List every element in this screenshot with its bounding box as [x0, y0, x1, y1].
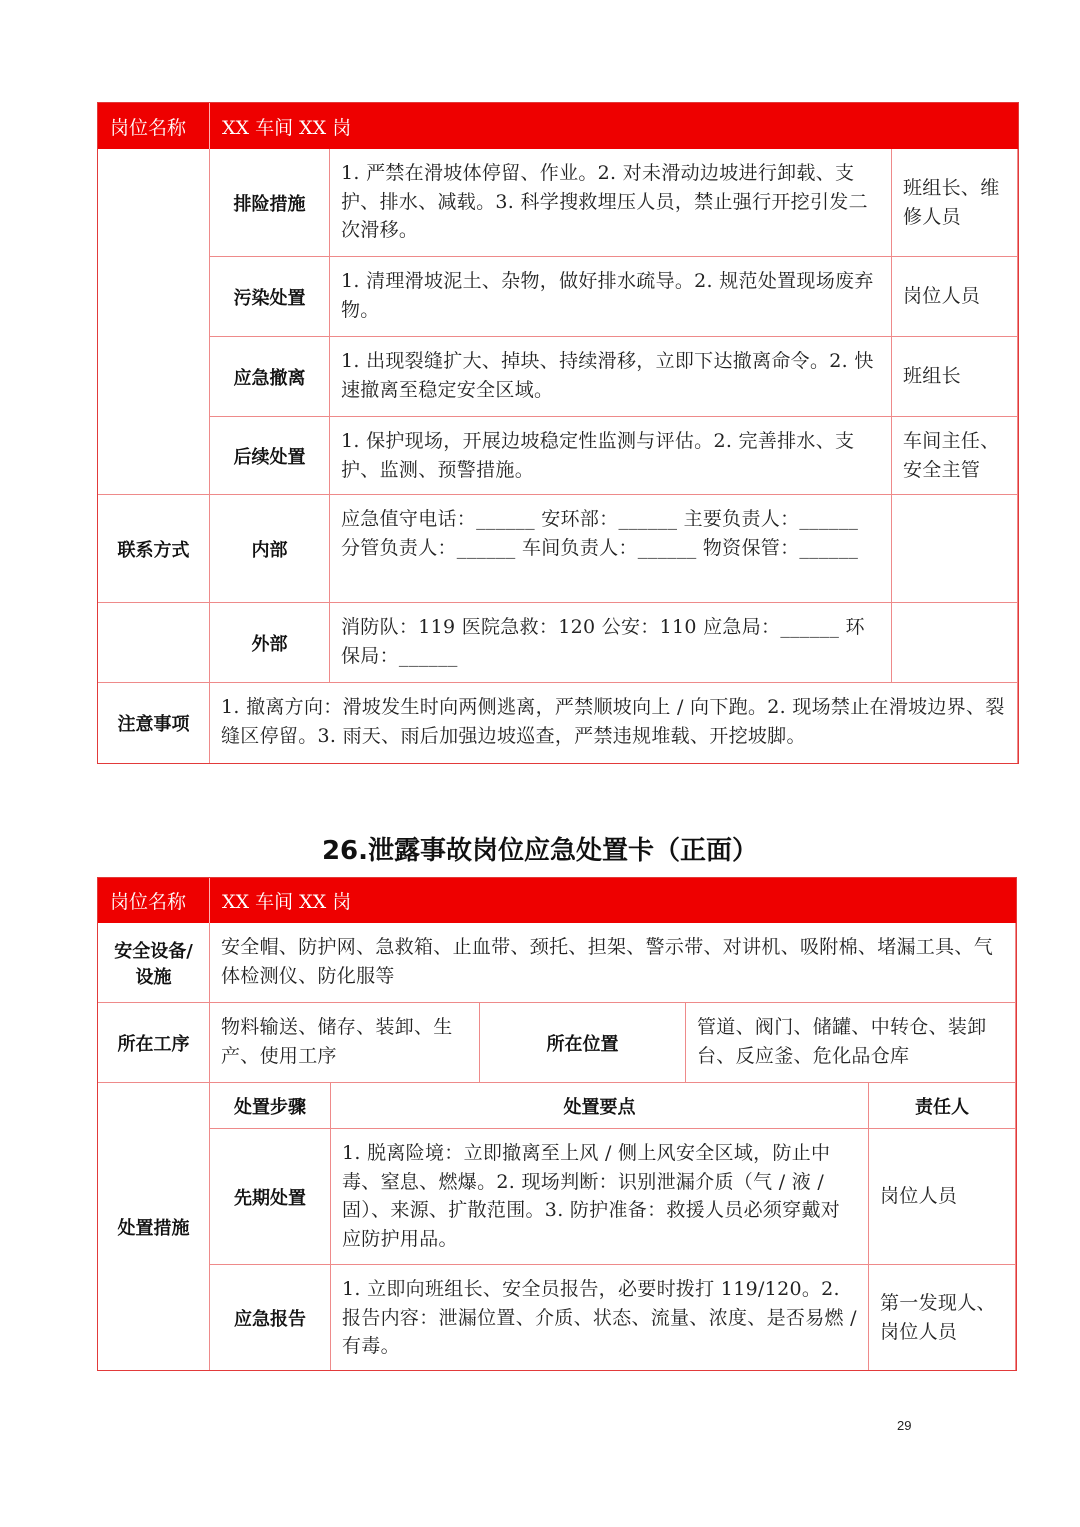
external-label: 外部 [210, 603, 330, 683]
column-header-person: 责任人 [869, 1083, 1016, 1129]
step-person: 班组长 [892, 337, 1018, 417]
step-label: 应急报告 [210, 1265, 331, 1370]
contact-label: 联系方式 [98, 495, 210, 603]
internal-label: 内部 [210, 495, 330, 603]
column-header-points: 处置要点 [331, 1083, 869, 1129]
step-person: 车间主任、安全主管 [892, 417, 1018, 495]
blank-cell [892, 603, 1018, 683]
blank-cell [892, 495, 1018, 603]
header-value: XX 车间 XX 岗 [210, 878, 1016, 923]
step-content: 1. 清理滑坡泥土、杂物，做好排水疏导。2. 规范处置现场废弃物。 [330, 257, 892, 337]
header-label: 岗位名称 [98, 878, 210, 923]
step-content: 1. 脱离险境：立即撤离至上风 / 侧上风安全区域，防止中毒、窒息、燃爆。2. 现场判断：识别泄漏介质（气 / 液 / 固）、来源、扩散范围。3. 防护准备：救援人员必须穿戴对应防护用品。 [331, 1129, 869, 1265]
external-contacts: 消防队：119 医院急救：120 公安：110 应急局：______ 环保局：______ [330, 603, 892, 683]
step-person: 第一发现人、岗位人员 [869, 1265, 1016, 1370]
step-content: 1. 严禁在滑坡体停留、作业。2. 对未滑动边坡进行卸载、支护、排水、减载。3. 科学搜救埋压人员，禁止强行开挖引发二次滑移。 [330, 149, 892, 257]
measures-label: 处置措施 [98, 1083, 210, 1370]
location-content: 管道、阀门、储罐、中转仓、装卸台、反应釜、危化品仓库 [686, 1003, 1016, 1083]
column-header-step: 处置步骤 [210, 1083, 331, 1129]
card-title: 26.泄露事故岗位应急处置卡（正面） [321, 836, 759, 866]
internal-contacts: 应急值守电话：______ 安环部：______ 主要负责人：______ 分管负责人：______ 车间负责人：______ 物资保管：______ [330, 495, 892, 603]
location-label: 所在位置 [480, 1003, 686, 1083]
process-content: 物料输送、储存、装卸、生产、使用工序 [210, 1003, 480, 1083]
header-value: XX 车间 XX 岗 [210, 103, 1018, 149]
step-label: 后续处置 [210, 417, 330, 495]
equipment-content: 安全帽、防护网、急救箱、止血带、颈托、担架、警示带、对讲机、吸附棉、堵漏工具、气体检测仪、防化服等 [210, 923, 1016, 1003]
notes-content: 1. 撤离方向：滑坡发生时向两侧逃离，严禁顺坡向上 / 向下跑。2. 现场禁止在滑坡边界、裂缝区停留。3. 雨天、雨后加强边坡巡查，严禁违规堆载、开挖坡脚。 [210, 683, 1018, 763]
step-person: 岗位人员 [892, 257, 1018, 337]
process-label: 所在工序 [98, 1003, 210, 1083]
card-leak [97, 877, 1017, 1371]
step-label: 排险措施 [210, 149, 330, 257]
step-content: 1. 保护现场，开展边坡稳定性监测与评估。2. 完善排水、支护、监测、预警措施。 [330, 417, 892, 495]
blank-left-cell [98, 149, 210, 495]
equipment-label: 安全设备/设施 [98, 923, 210, 1003]
card-landslide [97, 102, 1019, 764]
step-person: 岗位人员 [869, 1129, 1016, 1265]
step-label: 应急撤离 [210, 337, 330, 417]
step-person: 班组长、维修人员 [892, 149, 1018, 257]
step-label: 先期处置 [210, 1129, 331, 1265]
header-label: 岗位名称 [98, 103, 210, 149]
blank-left-cell [98, 603, 210, 683]
step-label: 污染处置 [210, 257, 330, 337]
page-number: 29 [897, 1418, 912, 1433]
step-content: 1. 出现裂缝扩大、掉块、持续滑移，立即下达撤离命令。2. 快速撤离至稳定安全区域。 [330, 337, 892, 417]
notes-label: 注意事项 [98, 683, 210, 763]
step-content: 1. 立即向班组长、安全员报告，必要时拨打 119/120。2. 报告内容：泄漏位置、介质、状态、流量、浓度、是否易燃 / 有毒。 [331, 1265, 869, 1370]
